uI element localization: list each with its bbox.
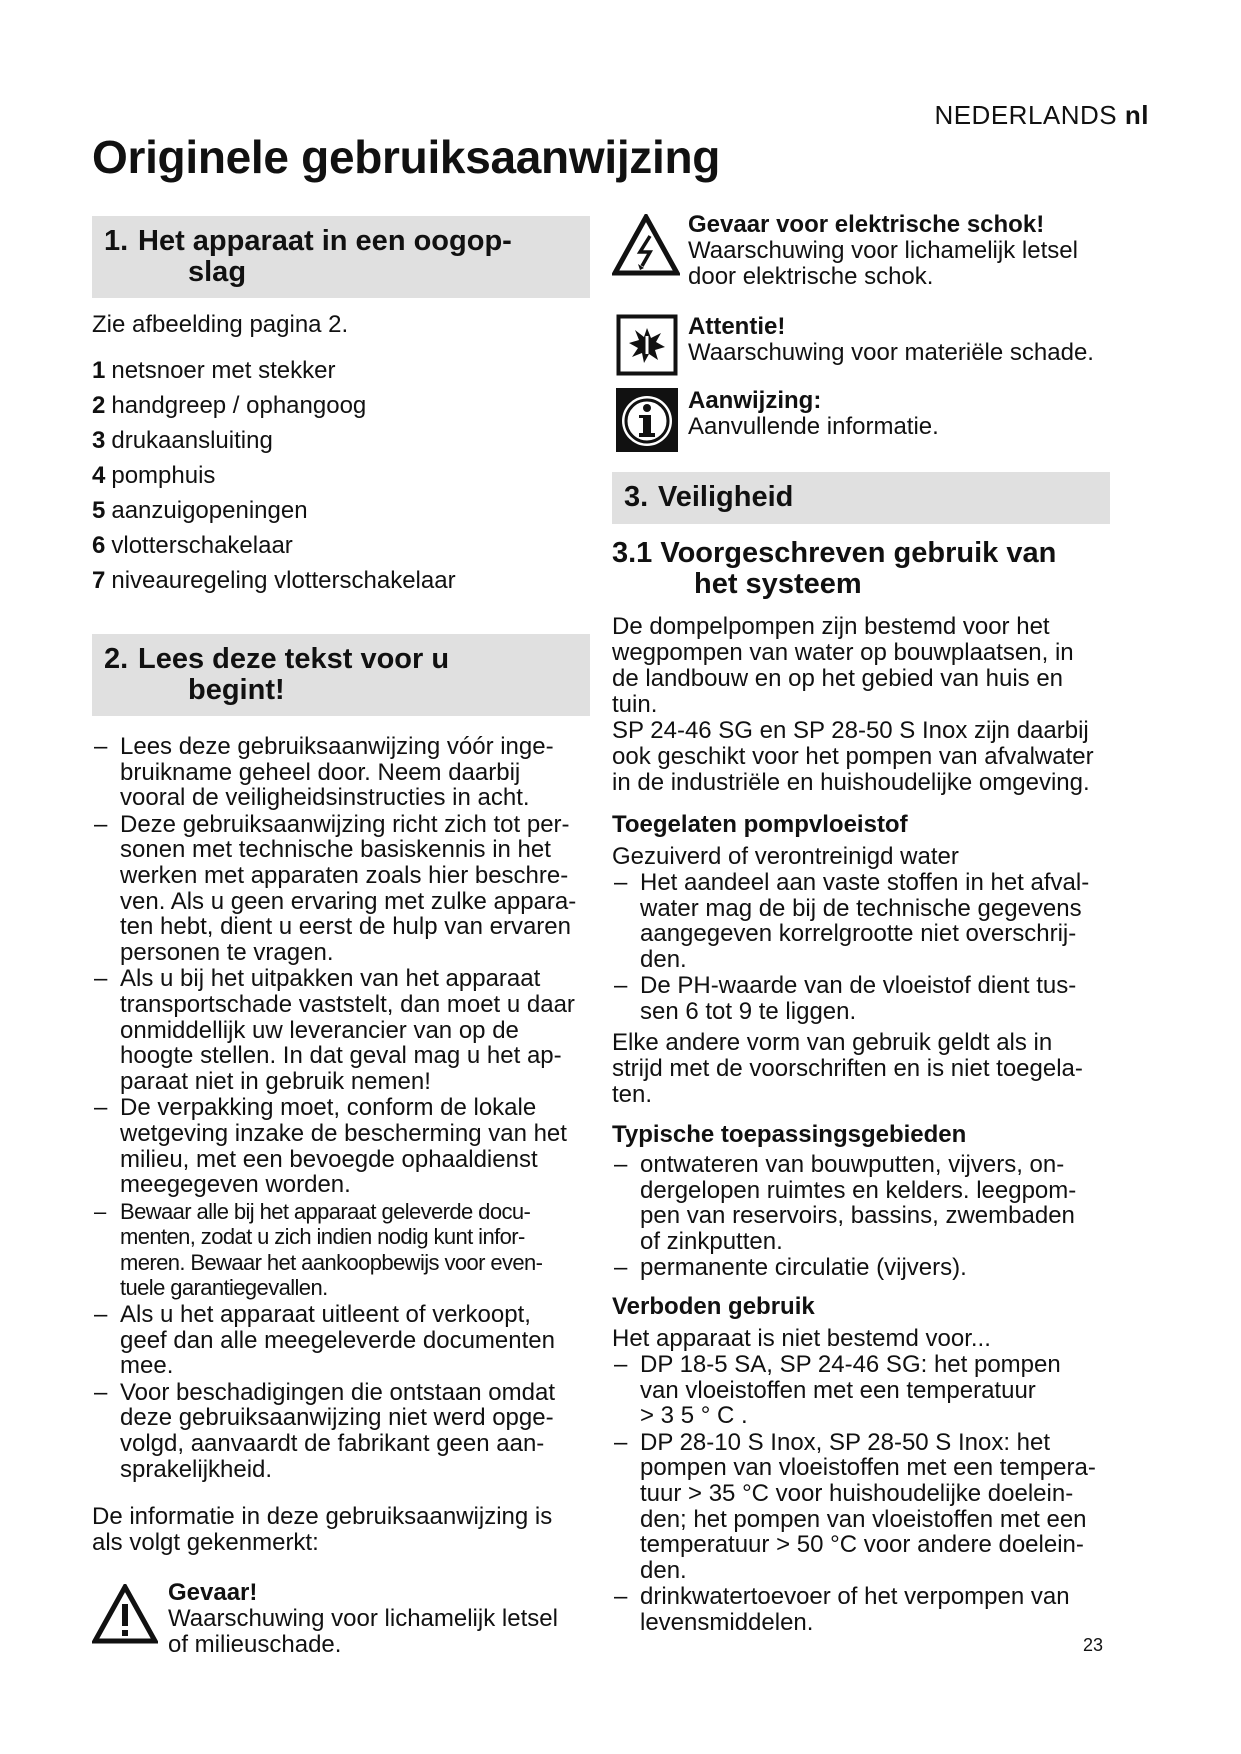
forbidden-use-intro: Het apparaat is niet bestemd voor... [612,1325,991,1352]
section-2-outro: De informatie in deze gebruiksaanwijzing is als volgt gekenmerkt: [92,1503,553,1556]
section-2-title-line1: Lees deze tekst voor u [138,643,450,675]
attention-title: Attentie! [688,313,786,340]
list-item: – DP 28-10 S Inox, SP 28-50 S Inox: het pompen van vloeistoffen met een tempera- tuur > 35 °C voor huishoudelijke doelein- den; het pompen van vloeistoffen met een temperatuur > 50 °C voor andere doelein- den. [612,1430,1132,1584]
parts-list [92,358,592,603]
electric-shock-note [612,212,1132,290]
danger-note [92,1580,612,1658]
list-item: – Lees deze gebruiksaanwijzing vóór inge- bruikname geheel door. Neem daarbij vooral de veiligheidsinstructies in acht. [92,734,612,811]
section-3-1-number: 3.1 [612,537,653,569]
list-item: – drinkwatertoevoer of het verpompen van levensmiddelen. [612,1584,1132,1635]
attention-note [616,314,1136,376]
typical-uses-heading: Typische toepassingsgebieden [612,1121,967,1148]
section-3-heading [612,472,1110,524]
language-name: NEDERLANDS [934,100,1118,130]
list-item: – Als u bij het uitpakken van het apparaat transportschade vaststelt, dan moet u daar onmiddellijk uw leverancier van op de hoogte stellen. In dat geval mag u het ap- paraat niet in gebruik nemen! [92,966,612,1094]
page-number: 23 [1082,1635,1103,1655]
shock-text: Waarschuwing voor lichamelijk letsel door elektrische schok. [688,237,1078,290]
page-title: Originele gebruiksaanwijzing [92,131,721,183]
parts-list-item: 1 netsnoer met stekker [92,357,336,384]
list-item: – DP 18-5 SA, SP 24-46 SG: het pompen van vloeistoffen met een temperatuur > 3 5 ° C . [612,1352,1132,1429]
list-item: – Als u het apparaat uitleent of verkoopt, geef dan alle meegeleverde documenten mee. [92,1302,612,1379]
language-code: nl [1124,100,1149,130]
list-item: – De PH-waarde van de vloeistof dient tus- sen 6 tot 9 te liggen. [612,973,1132,1024]
section-1-intro: Zie afbeelding pagina 2. [92,311,349,338]
warning-triangle-icon [92,1584,158,1644]
section-1-number: 1. [104,225,129,257]
allowed-fluid-text: Gezuiverd of verontreinigd water [612,843,959,870]
section-3-1-title-line2: het systeem [694,568,862,600]
danger-text: Waarschuwing voor lichamelijk letsel of milieuschade. [168,1605,558,1658]
parts-list-item: 3 drukaansluiting [92,427,273,454]
list-item: – Het aandeel aan vaste stoffen in het afval- water mag de bij de technische gegevens aangegeven korrelgrootte niet overschrij- den. [612,870,1132,972]
danger-title: Gevaar! [168,1579,258,1606]
info-title: Aanwijzing: [688,387,822,414]
electric-shock-icon [612,214,680,276]
list-item: – Bewaar alle bij het apparaat geleverde docu- menten, zodat u zich indien nodig kunt infor- meren. Bewaar het aankoopbewijs voor even- tuele garantiegevallen. [92,1199,612,1301]
section-1-heading [92,216,590,298]
parts-list-item: 7 niveauregeling vlotterschakelaar [92,567,456,594]
info-icon [616,388,678,452]
section-2-number: 2. [104,643,129,675]
list-item: – Voor beschadigingen die ontstaan omdat deze gebruiksaanwijzing niet werd opge- volgd, aanvaardt de fabrikant geen aan- sprakelijkheid. [92,1380,612,1482]
forbidden-use-bullets [612,1352,1132,1637]
other-use-text: Elke andere vorm van gebruik geldt als in strijd met de voorschriften en is niet toegela- ten. [612,1029,1083,1108]
intended-use-text: De dompelpompen zijn bestemd voor het wegpompen van water op bouwplaatsen, in de landbouw en op het gebied van huis en tuin. SP 24-46 SG en SP 28-50 S Inox zijn daarbij ook geschikt voor het pompen van afvalwater in de industriële en huishoudelijke omgeving. [612,613,1094,796]
section-2-bullets [92,734,612,1483]
parts-list-item: 5 aanzuigopeningen [92,497,308,524]
parts-list-item: 4 pomphuis [92,462,216,489]
attention-text: Waarschuwing voor materiële schade. [688,339,1094,366]
list-item: – De verpakking moet, conform de lokale wetgeving inzake de bescherming van het milieu, met een bevoegde ophaaldienst meegegeven worden. [92,1095,612,1197]
shock-title: Gevaar voor elektrische schok! [688,211,1045,238]
allowed-fluid-heading: Toegelaten pompvloeistof [612,811,908,838]
section-3-1-heading [612,538,1112,600]
info-note [616,388,1136,452]
list-item: – permanente circulatie (vijvers). [612,1255,1132,1281]
section-3-title: Veiligheid [658,481,794,513]
language-label [934,100,1149,131]
forbidden-use-heading: Verboden gebruik [612,1293,815,1320]
parts-list-item: 2 handgreep / ophangoog [92,392,367,419]
list-item: – ontwateren van bouwputten, vijvers, on- dergelopen ruimtes en kelders. leegpom- pen van reservoirs, bassins, zwembaden of zinkputten. [612,1152,1132,1254]
parts-list-item: 6 vlotterschakelaar [92,532,293,559]
list-item: – Deze gebruiksaanwijzing richt zich tot per- sonen met technische basiskennis in het werken met apparaten zoals hier beschre- ven. Als u geen ervaring met zulke appara- ten hebt, dient u eerst de hulp van ervaren personen te vragen. [92,812,612,966]
section-1-title-line2: slag [188,256,247,288]
info-text: Aanvullende informatie. [688,413,939,440]
allowed-fluid-bullets [612,870,1132,1026]
typical-uses-bullets [612,1152,1132,1282]
section-3-1-title-line1: Voorgeschreven gebruik van [660,537,1057,569]
section-2-title-line2: begint! [188,674,285,706]
material-damage-icon [616,314,678,376]
section-3-number: 3. [624,481,649,513]
section-1-title-line1: Het apparaat in een oogop- [138,225,512,257]
section-2-heading [92,634,590,716]
